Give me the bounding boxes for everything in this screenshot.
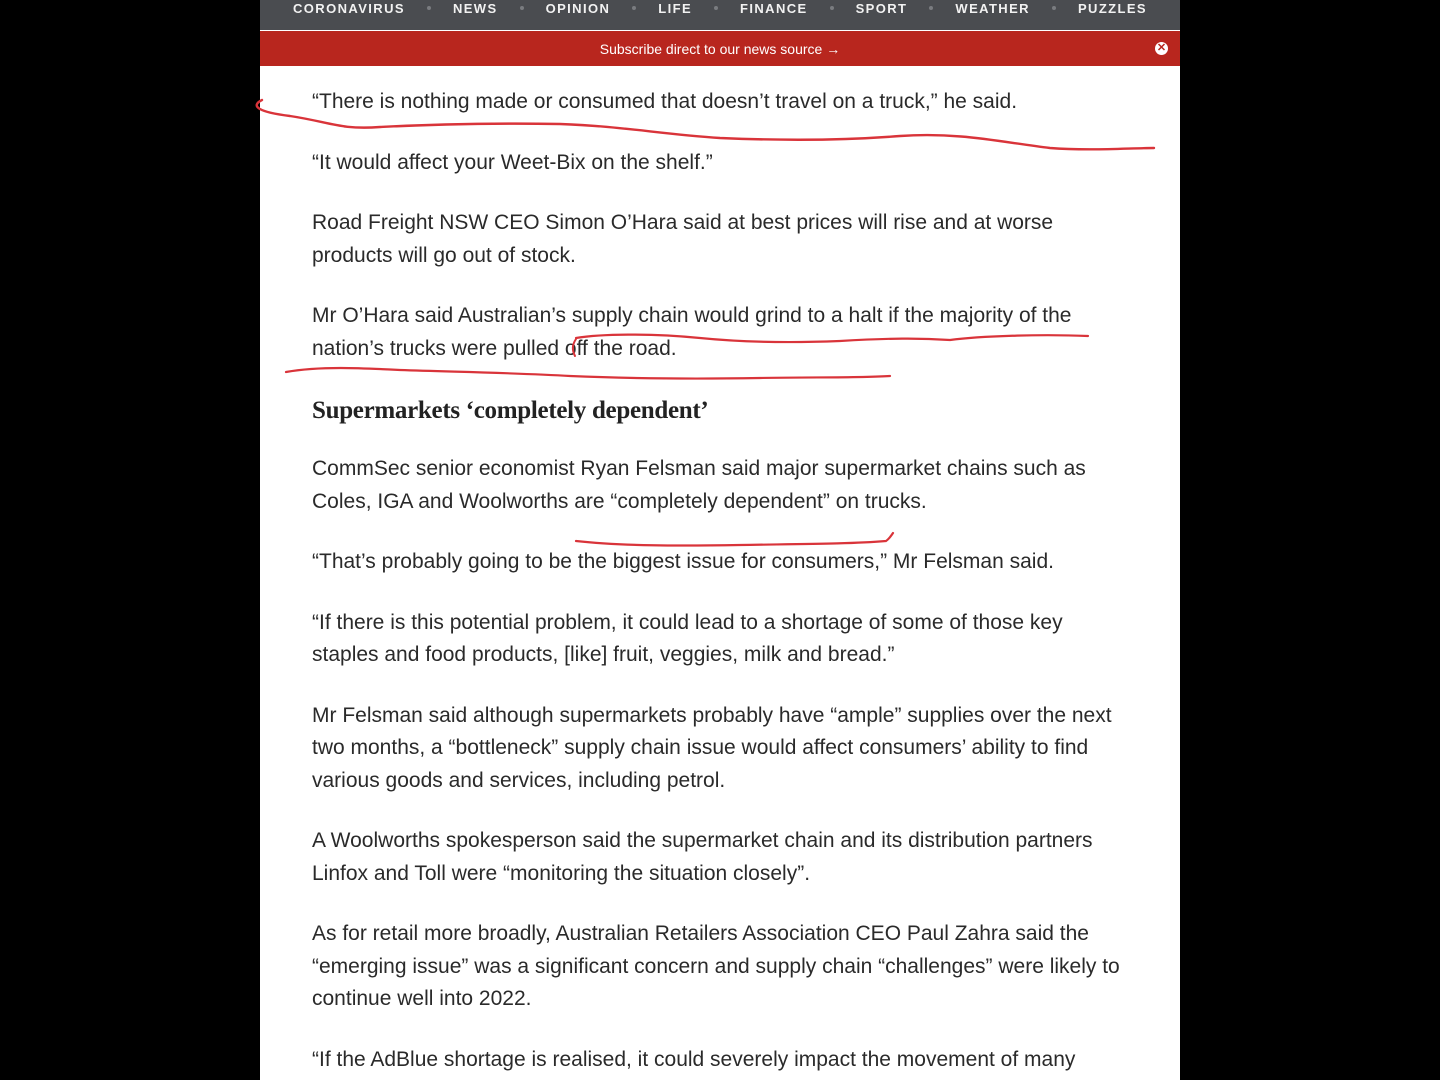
paragraph-8: Mr Felsman said although supermarkets probably have “ample” supplies over the next two months, a “bottleneck” supply chain issue would affect consumers’ ability to find various goods and services, including petrol.: [312, 703, 1112, 792]
paragraph-6: “That’s probably going to be the biggest issue for consumers,” Mr Felsman said.: [312, 550, 1054, 573]
nav-separator: [520, 6, 524, 10]
paragraph-3: Road Freight NSW CEO Simon O’Hara said at best prices will rise and at worse products will go out of stock.: [312, 211, 1054, 267]
close-icon[interactable]: ✕: [1156, 42, 1167, 54]
paragraph-5: CommSec senior economist Ryan Felsman said major supermarket chains such as Coles, IGA and Woolworths are “completely dependent” on trucks.: [312, 457, 1086, 513]
nav-separator: [1052, 6, 1056, 10]
paragraph-4: Mr O’Hara said Australian’s supply chain would grind to a halt if the majority of the nation’s trucks were pulled off the road.: [312, 304, 1072, 360]
nav-item-finance[interactable]: FINANCE: [740, 0, 808, 16]
nav-item-life[interactable]: LIFE: [658, 0, 693, 16]
paragraph-1: “There is nothing made or consumed that doesn’t travel on a truck,” he said.: [312, 90, 1018, 113]
article-body: [312, 86, 1122, 1080]
section-heading: Supermarkets ‘completely dependent’: [312, 397, 709, 424]
paragraph-7: “If there is this potential problem, it could lead to a shortage of some of those key staples and food products, [like] fruit, veggies, milk and bread.”: [312, 610, 1063, 666]
nav-separator: [830, 6, 834, 10]
nav-items: [293, 0, 1147, 17]
nav-item-weather[interactable]: WEATHER: [955, 0, 1030, 16]
nav-item-coronavirus[interactable]: CORONAVIRUS: [293, 0, 405, 16]
nav-separator: [427, 6, 431, 10]
nav-separator: [929, 6, 933, 10]
nav-separator: [714, 6, 718, 10]
paragraph-9: A Woolworths spokesperson said the supermarket chain and its distribution partners Linfox and Toll were “monitoring the situation closely”.: [312, 829, 1093, 885]
paragraph-10: As for retail more broadly, Australian Retailers Association CEO Paul Zahra said the “emerging issue” was a significant concern and supply chain “challenges” were likely to continue well into 2022.: [312, 922, 1120, 1010]
paragraph-2: “It would affect your Weet-Bix on the shelf.”: [312, 150, 713, 174]
nav-item-puzzles[interactable]: PUZZLES: [1077, 0, 1147, 16]
nav-item-opinion[interactable]: OPINION: [545, 0, 611, 16]
top-navigation: [260, 0, 1180, 30]
nav-item-sport[interactable]: SPORT: [855, 0, 908, 16]
subscribe-link[interactable]: Subscribe direct to our news source →: [599, 40, 841, 57]
paragraph-11: “If the AdBlue shortage is realised, it could severely impact the movement of many: [312, 1047, 1076, 1071]
subscribe-banner: [260, 31, 1180, 66]
nav-item-news[interactable]: NEWS: [452, 0, 498, 16]
nav-separator: [632, 6, 636, 10]
article-page: [260, 0, 1180, 1080]
